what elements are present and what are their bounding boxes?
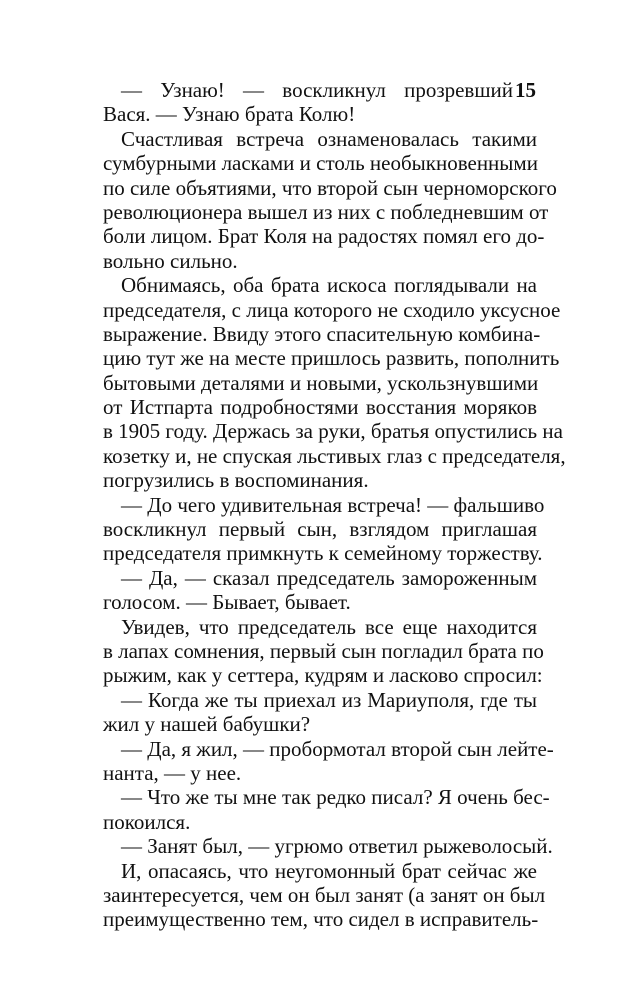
text-line: — Что же ты мне так редко писал? Я очень бес- <box>121 785 550 810</box>
text-line: Увидев, что председатель все еще находится <box>121 614 537 639</box>
text-line: — Когда же ты приехал из Мариуполя, где ты <box>121 687 537 712</box>
page-number: 15 <box>515 78 536 102</box>
text-line: — До чего удивительная встреча! — фальшиво <box>121 492 545 517</box>
text-line: голосом. — Бывает, бывает. <box>103 590 351 615</box>
text-line: И, опасаясь, что неугомонный брат сейчас же <box>121 858 537 883</box>
text-line: цию тут же на месте пришлось развить, пополнить <box>103 346 560 371</box>
text-line: председателя, с лица которого не сходило уксусное <box>103 297 561 322</box>
text-line: революционера вышел из них с побледневшим от <box>103 199 549 224</box>
text-line: Обнимаясь, оба брата искоса поглядывали на <box>121 273 537 298</box>
text-line: — Занят был, — угрюмо ответил рыжеволосый. <box>121 834 553 859</box>
text-line: — Да, я жил, — пробормотал второй сын лейте- <box>121 736 554 761</box>
text-line: сумбурными ласками и столь необыкновенными <box>103 151 538 176</box>
text-line: выражение. Ввиду этого спасительную комбина- <box>103 321 541 346</box>
text-line: председателя примкнуть к семейному торжеству. <box>103 541 543 566</box>
text-line: нанта, — у нее. <box>103 760 242 785</box>
text-line: бытовыми деталями и новыми, ускользнувшими <box>103 370 539 395</box>
text-line: покоился. <box>103 809 191 834</box>
text-line: воскликнул первый сын, взглядом приглашая <box>103 517 537 542</box>
text-line: жил у нашей бабушки? <box>103 712 311 737</box>
text-line: — Узнаю! — воскликнул прозревший <box>121 78 513 102</box>
body-text <box>103 78 566 932</box>
text-line: — Да, — сказал председатель замороженным <box>121 565 537 590</box>
text-line: преимущественно тем, что сидел в исправитель- <box>103 907 539 932</box>
text-line: в 1905 году. Держась за руки, братья опустились на <box>103 419 563 444</box>
text-line: козетку и, не спуская льстивых глаз с председателя, <box>103 443 566 468</box>
text-line: Счастливая встреча ознаменовалась такими <box>121 126 537 151</box>
text-line: в лапах сомнения, первый сын погладил брата по <box>103 638 544 663</box>
text-line: боли лицом. Брат Коля на радостях помял его до- <box>103 224 545 249</box>
text-line: погрузились в воспоминания. <box>103 468 369 493</box>
text-line: рыжим, как у сеттера, кудрям и ласково спросил: <box>103 663 543 688</box>
text-line: заинтересуется, чем он был занят (а занят он был <box>103 882 546 907</box>
text-line: от Истпарта подробностями восстания моряков <box>103 395 537 420</box>
text-line: по силе объятиями, что второй сын черноморского <box>103 175 557 200</box>
text-line: вольно сильно. <box>103 248 238 273</box>
text-line: Вася. — Узнаю брата Колю! <box>103 102 356 127</box>
